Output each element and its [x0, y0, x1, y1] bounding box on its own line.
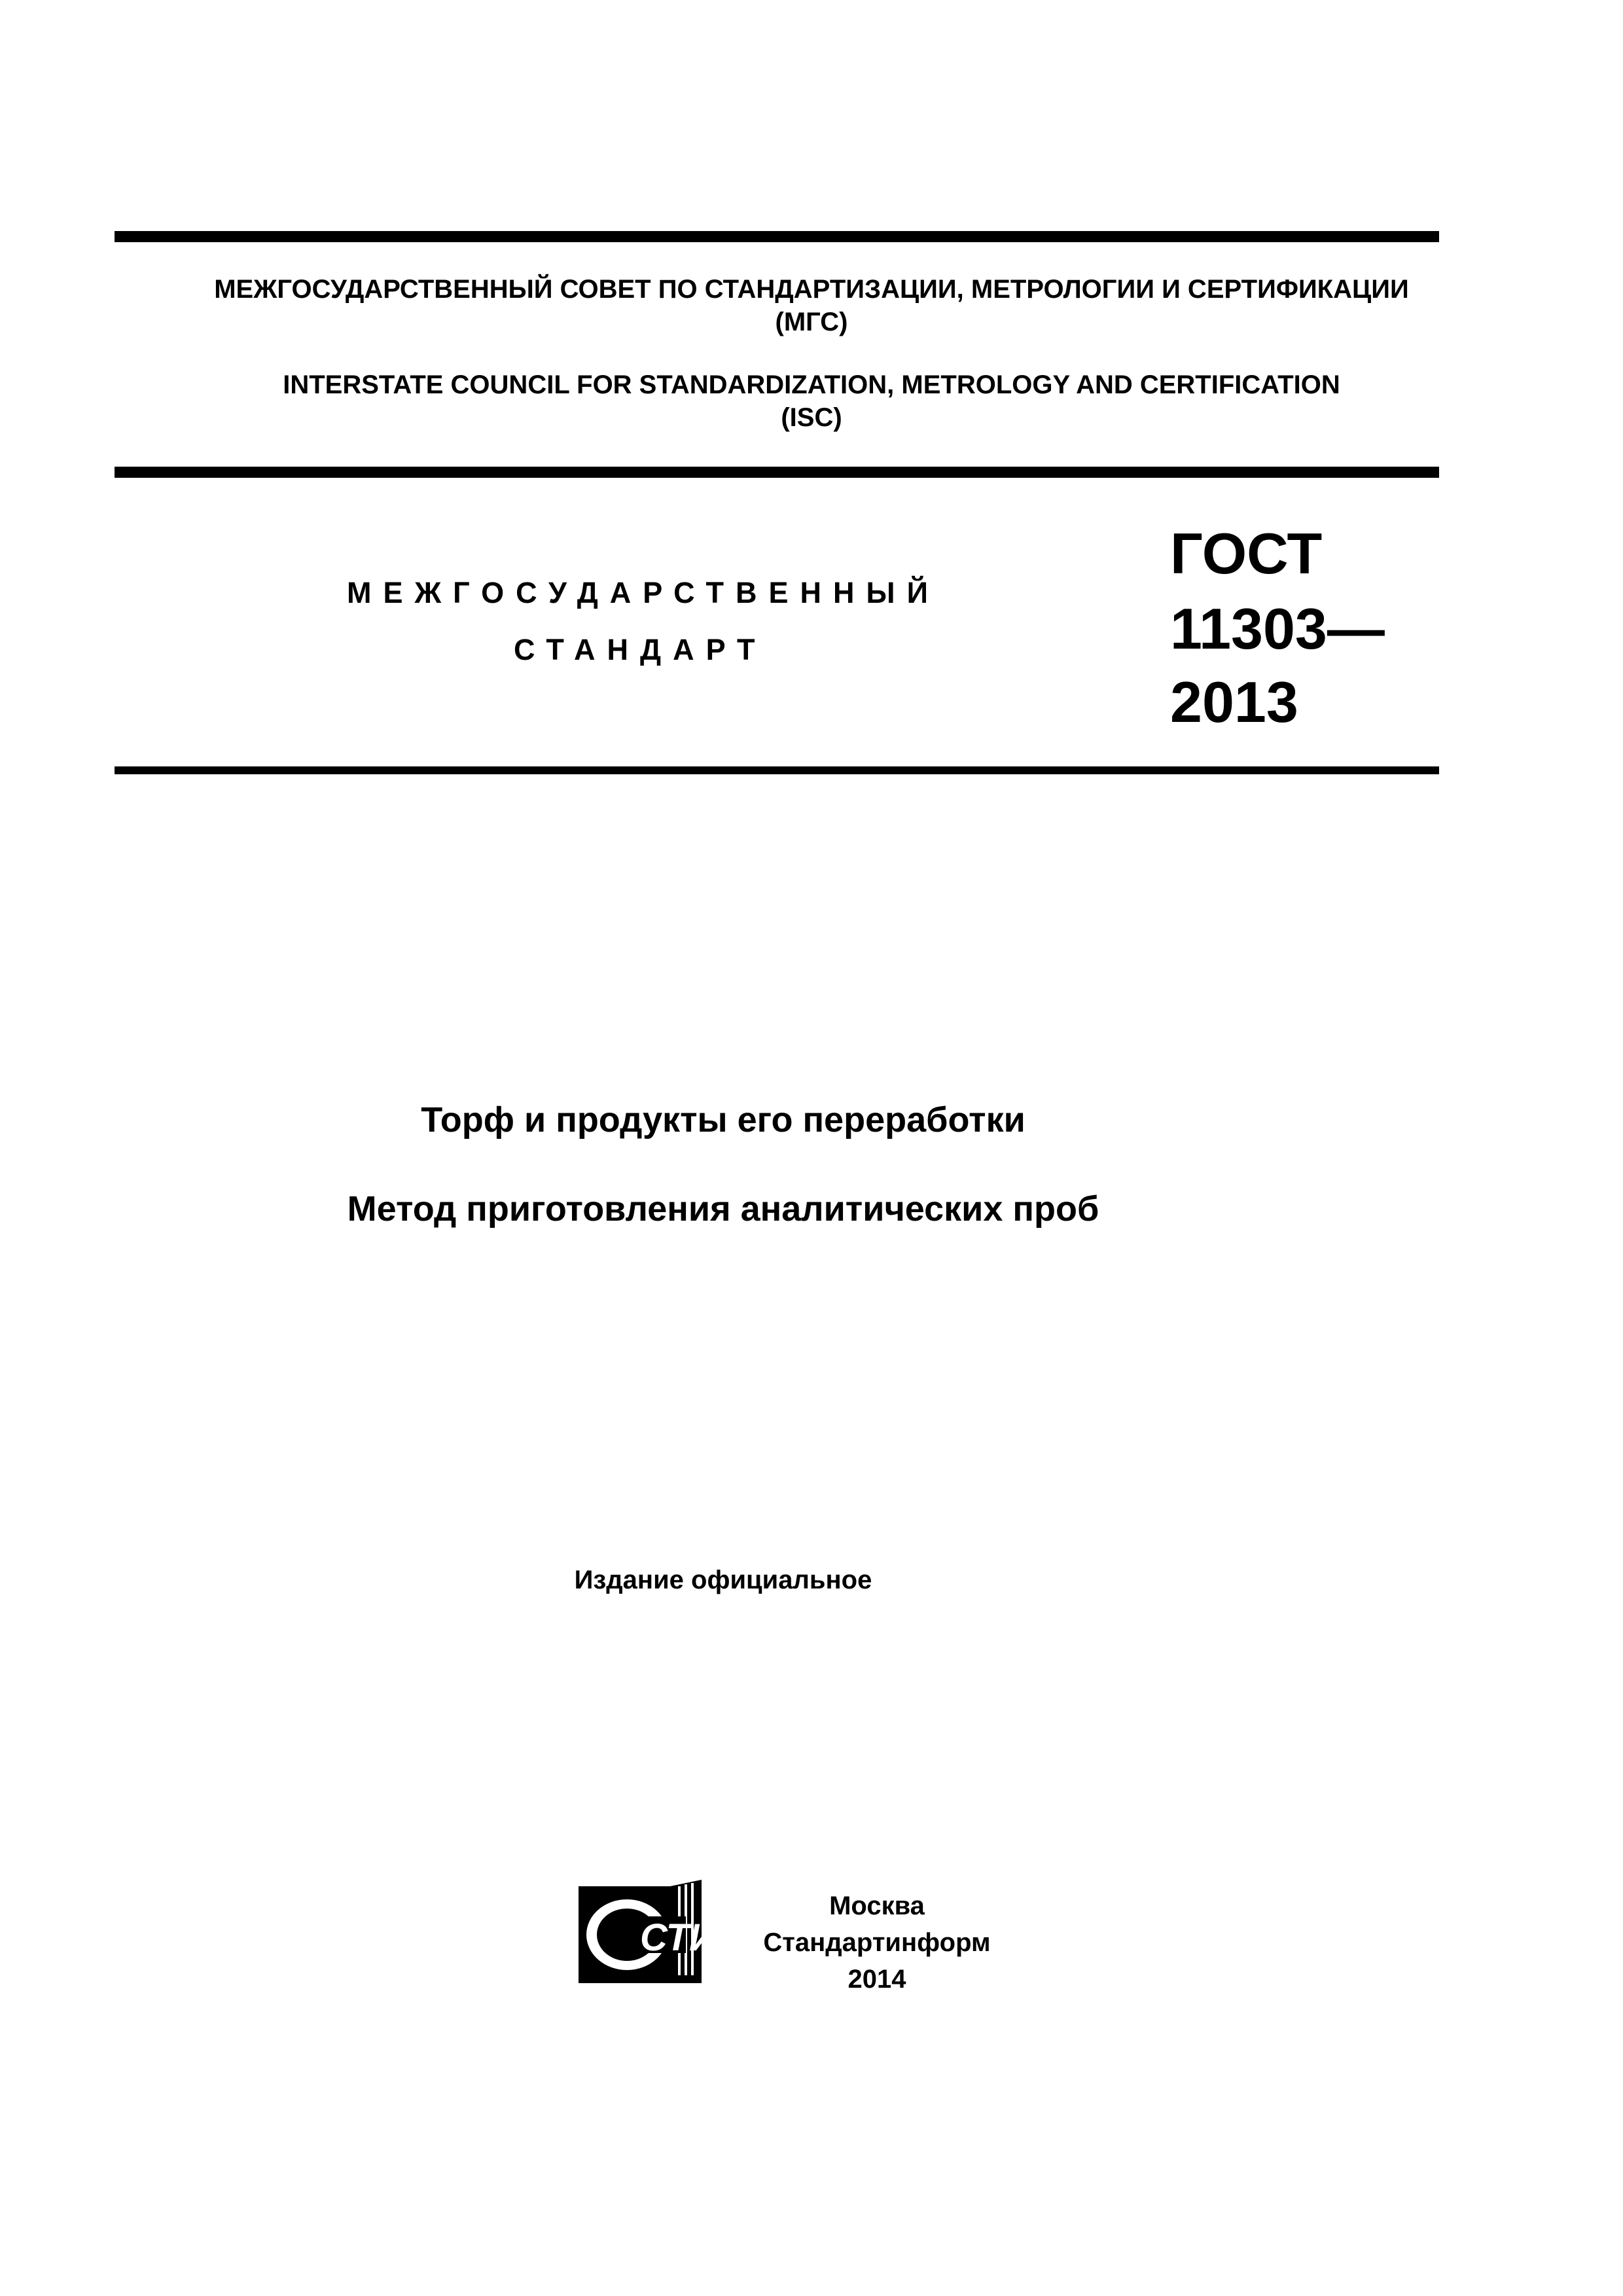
publisher-year: 2014 [847, 1965, 906, 1994]
publisher-city: Москва [829, 1892, 925, 1920]
document-title: Торф и продукты его переработки [421, 1100, 1026, 1139]
edition-note: Издание официальное [574, 1566, 872, 1594]
designation-bottom-rule [115, 766, 1439, 774]
standartinform-logo-icon [575, 1877, 717, 1988]
publisher-name: Стандартинформ [763, 1928, 991, 1957]
standard-designation-line3: 2013 [1170, 670, 1298, 734]
logo-text: СТИ [640, 1916, 717, 1959]
standard-type-line1: МЕЖГОСУДАРСТВЕННЫЙ [347, 576, 940, 609]
standard-designation-line1: ГОСТ [1170, 521, 1323, 586]
standard-type-line2: СТАНДАРТ [514, 633, 767, 666]
top-rule [115, 231, 1439, 242]
council-name-en: INTERSTATE COUNCIL FOR STANDARDIZATION, METROLOGY AND CERTIFICATION [283, 370, 1340, 399]
council-abbr-en: (ISC) [781, 403, 842, 432]
council-abbr-ru: (МГС) [775, 308, 848, 336]
standard-designation-line2: 11303— [1170, 596, 1385, 661]
document-subtitle: Метод приготовления аналитических проб [347, 1189, 1099, 1229]
header-bottom-rule [115, 467, 1439, 478]
council-name-ru: МЕЖГОСУДАРСТВЕННЫЙ СОВЕТ ПО СТАНДАРТИЗАЦИИ, МЕТРОЛОГИИ И СЕРТИФИКАЦИИ [214, 275, 1409, 304]
